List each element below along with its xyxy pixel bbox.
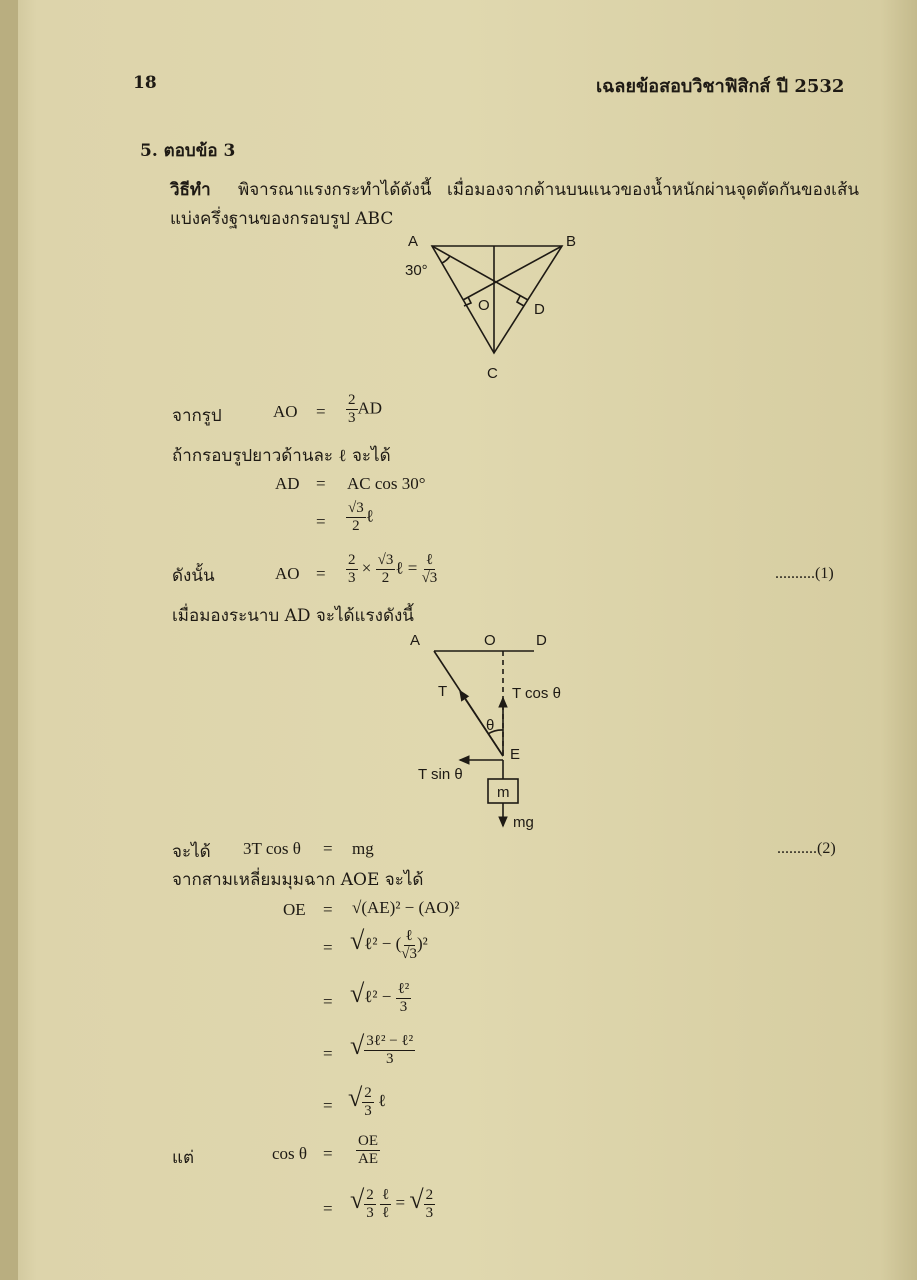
- oe-step-2: √ℓ² − ( $\frac{\text{ℓ}}{√3}$ )²: [350, 926, 428, 962]
- label-theta: θ: [486, 717, 495, 734]
- label-t-cos: T cos θ: [512, 685, 561, 702]
- equals-12: =: [323, 1199, 333, 1218]
- equals-1: =: [316, 402, 326, 421]
- ad-label: AD: [275, 474, 300, 493]
- plane-text: เมื่อมองระนาบ AD จะได้แรงดังนี้: [172, 606, 414, 626]
- oe-step-4: √ $\frac{\text{3ℓ² − ℓ²}}{3}$: [350, 1031, 414, 1067]
- oe-step-5: √ $\frac{2}{3}$ ℓ: [348, 1083, 387, 1119]
- label-t-sin: T sin θ: [418, 766, 463, 783]
- equals-8: =: [323, 992, 333, 1011]
- equals-7: =: [323, 938, 333, 957]
- equals-5: =: [323, 839, 333, 858]
- oe-label: OE: [283, 900, 306, 919]
- label-d: D: [534, 301, 545, 318]
- mg-label: mg: [352, 839, 374, 858]
- three-t-cos: 3T cos θ: [243, 839, 301, 858]
- equals-3: =: [316, 512, 326, 531]
- from-figure-text: จากรูป: [172, 406, 222, 426]
- ac-cos-30: AC cos 30°: [347, 474, 426, 493]
- answer-label: 5. ตอบข้อ 3: [140, 141, 236, 161]
- page-spine: [0, 0, 18, 1280]
- method-text-1b: เมื่อมองจากด้านบนแนวของน้ำหนักผ่านจุดตัดกันของเส้น: [447, 180, 859, 200]
- side-length-text: ถ้ากรอบรูปยาวด้านละ ℓ จะได้: [172, 446, 391, 466]
- but-text: แต่: [172, 1148, 194, 1168]
- label-e: E: [510, 746, 521, 763]
- oe-over-ae: $\frac{OE}{AE}$: [358, 1133, 378, 1167]
- label-b: B: [566, 233, 577, 250]
- label-a: A: [408, 233, 419, 250]
- get-text: จะได้: [172, 842, 211, 862]
- oe-step-1: √(AE)² − (AO)²: [352, 898, 460, 917]
- page-number: 18: [133, 73, 157, 93]
- oe-step-3: √ℓ² − $\frac{\text{ℓ²}}{3}$: [350, 979, 410, 1015]
- force-diagram: [400, 626, 600, 836]
- equals-6: =: [323, 900, 333, 919]
- ao-label-2: AO: [275, 564, 300, 583]
- ao-expression: $\frac{2}{3}$ AD: [348, 392, 383, 426]
- triangle-figure: [400, 230, 600, 385]
- tension-arrow: [460, 691, 503, 756]
- label-c: C: [487, 365, 498, 382]
- triangle-abc: [432, 246, 562, 353]
- equals-11: =: [323, 1144, 333, 1163]
- equals-10: =: [323, 1096, 333, 1115]
- label-d2: D: [536, 632, 547, 649]
- cos-theta-result: √ $\frac{2}{3}$ $\frac{\text{ℓ}}{\text{ℓ}}$ = √ $\frac{2}{3}$: [350, 1185, 434, 1221]
- method-text-2: แบ่งครึ่งฐานของกรอบรูป ABC: [170, 209, 394, 229]
- method-text-1: พิจารณาแรงกระทำได้ดังนี้: [238, 180, 432, 200]
- label-angle: 30°: [405, 262, 428, 279]
- ao-result-expression: $\frac{2}{3}$ × $\frac{√3}{2}$ ℓ = $\frac{\text{ℓ}}{√3}$: [348, 552, 438, 586]
- cos-theta-label: cos θ: [272, 1144, 308, 1163]
- page-header-title: เฉลยข้อสอบวิชาฟิสิกส์ ปี 2532: [596, 76, 845, 97]
- label-o2: O: [484, 632, 496, 649]
- label-t: T: [438, 683, 448, 700]
- ao-label: AO: [273, 402, 298, 421]
- label-a2: A: [410, 632, 421, 649]
- method-label: วิธีทำ: [170, 180, 211, 200]
- equals-2: =: [316, 474, 326, 493]
- equation-ref-2: ..........(2): [777, 840, 836, 857]
- equals-9: =: [323, 1044, 333, 1063]
- sqrt3-over-2-l: $\frac{√3}{2}$ ℓ: [348, 500, 374, 534]
- equals-4: =: [316, 564, 326, 583]
- angle-arc: [442, 256, 450, 263]
- label-o: O: [478, 297, 490, 314]
- right-triangle-text: จากสามเหลี่ยมมุมฉาก AOE จะได้: [172, 870, 424, 890]
- label-mg: mg: [513, 814, 534, 831]
- therefore-text: ดังนั้น: [172, 566, 215, 586]
- equation-ref-1: ..........(1): [775, 565, 834, 582]
- label-m: m: [497, 784, 510, 801]
